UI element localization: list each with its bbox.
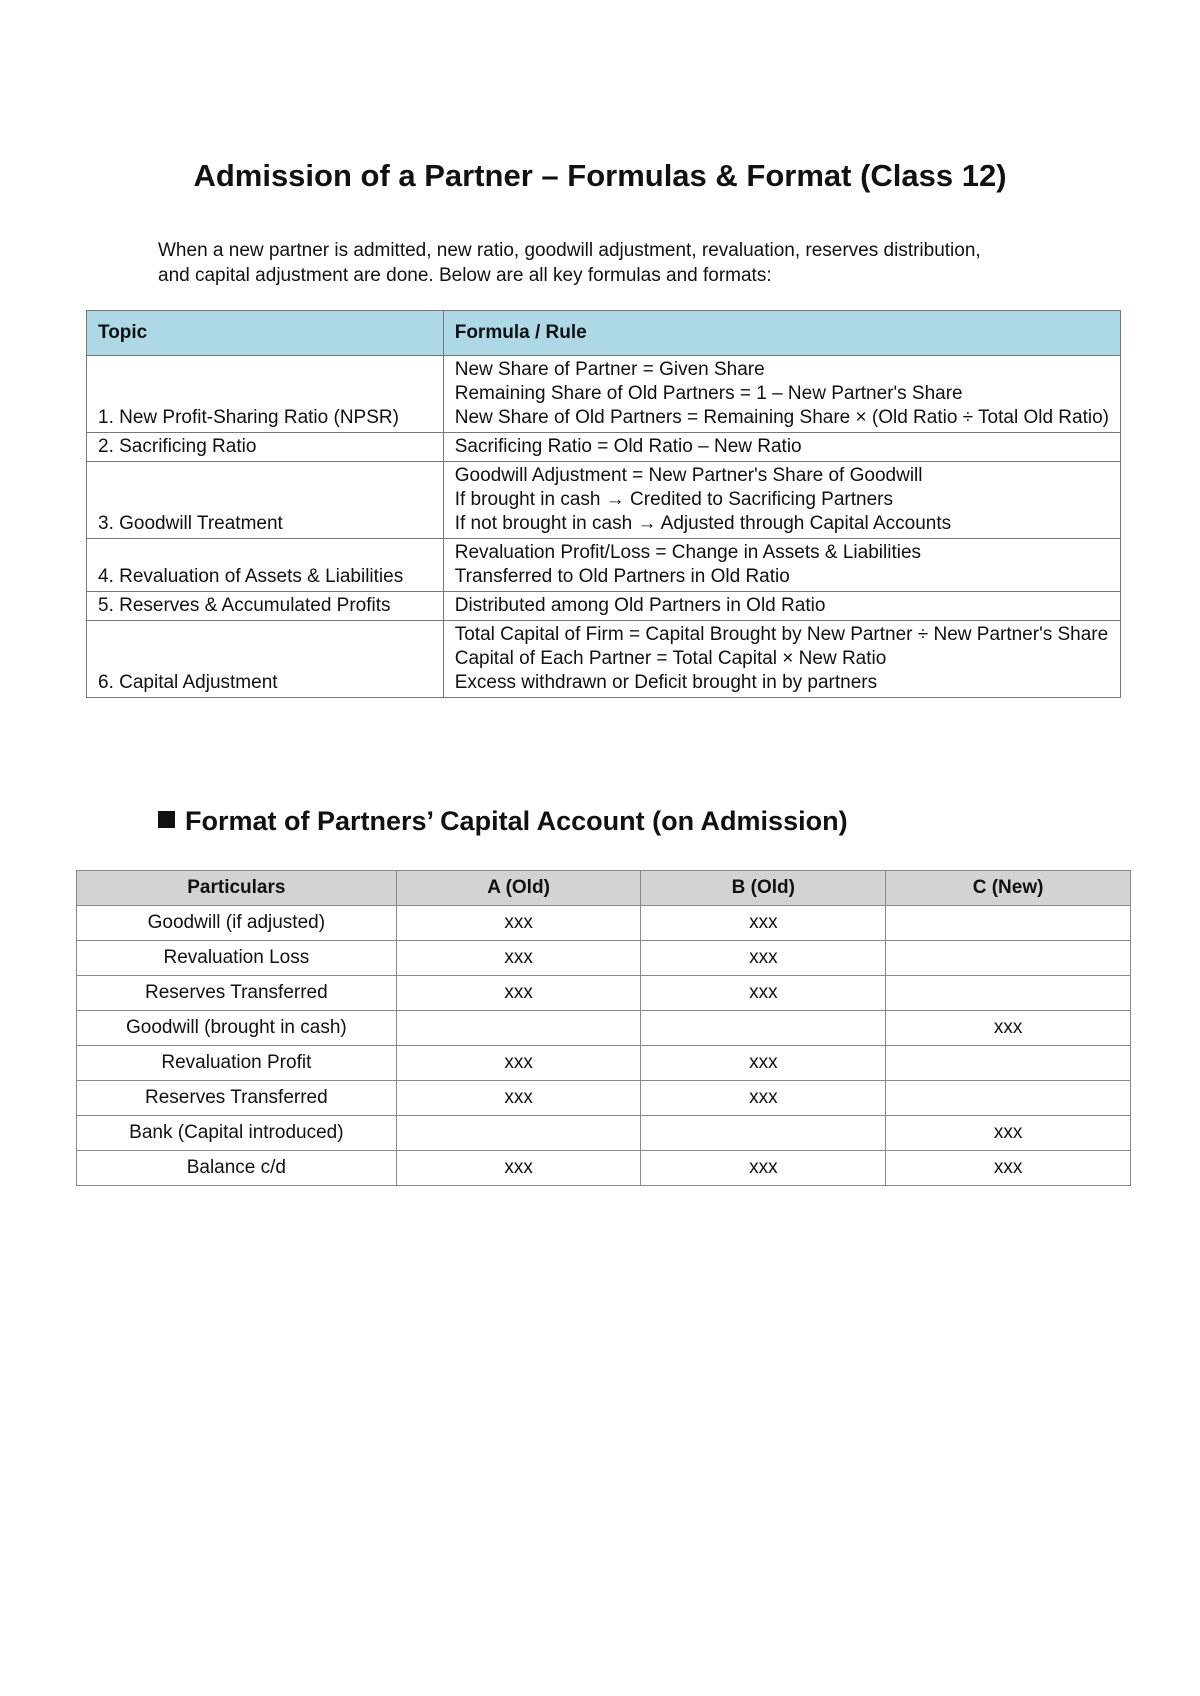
partner-a-cell — [396, 1011, 641, 1046]
partner-c-cell — [886, 976, 1131, 1011]
intro-line: and capital adjustment are done. Below are all key formulas and formats: — [158, 265, 772, 286]
formula-line: If brought in cash → Credited to Sacrificing Partners — [454, 489, 893, 510]
formula-line: If not brought in cash → Adjusted through Capital Accounts — [454, 513, 952, 534]
partner-b-cell: xxx — [641, 1046, 886, 1081]
column-header-topic: Topic — [87, 311, 444, 356]
formula-cell — [443, 433, 1120, 462]
topic-cell: 1. New Profit-Sharing Ratio (NPSR) — [87, 356, 444, 433]
particulars-cell: Goodwill (if adjusted) — [77, 906, 397, 941]
page-title: Admission of a Partner – Formulas & Format (Class 12) — [193, 158, 1007, 193]
particulars-cell: Goodwill (brought in cash) — [77, 1011, 397, 1046]
topic-cell: 3. Goodwill Treatment — [87, 462, 444, 539]
particulars-cell: Bank (Capital introduced) — [77, 1116, 397, 1151]
partner-c-cell: xxx — [886, 1116, 1131, 1151]
partner-b-cell: xxx — [641, 906, 886, 941]
table-row — [87, 539, 1121, 592]
partner-c-cell — [886, 1081, 1131, 1116]
particulars-cell: Reserves Transferred — [77, 976, 397, 1011]
partner-b-cell: xxx — [641, 1151, 886, 1186]
topic-cell: 5. Reserves & Accumulated Profits — [87, 592, 444, 621]
partner-a-cell: xxx — [396, 941, 641, 976]
partner-a-cell: xxx — [396, 906, 641, 941]
intro-paragraph — [158, 238, 1098, 288]
partner-c-cell: xxx — [886, 1151, 1131, 1186]
partner-a-cell: xxx — [396, 1151, 641, 1186]
section-heading-text: Format of Partners’ Capital Account (on Admission) — [185, 806, 848, 836]
partner-c-cell — [886, 906, 1131, 941]
table-row — [87, 433, 1121, 462]
topic-cell: 6. Capital Adjustment — [87, 621, 444, 698]
particulars-cell: Reserves Transferred — [77, 1081, 397, 1116]
table-row — [77, 1081, 1131, 1116]
partner-c-cell: xxx — [886, 1011, 1131, 1046]
formula-cell — [443, 539, 1120, 592]
formula-line: Goodwill Adjustment = New Partner's Share of Goodwill — [454, 465, 923, 486]
section-heading — [158, 806, 848, 837]
formula-line: Excess withdrawn or Deficit brought in by partners — [454, 672, 878, 693]
formula-line: Remaining Share of Old Partners = 1 – New Partner's Share — [454, 383, 963, 404]
particulars-cell: Revaluation Profit — [77, 1046, 397, 1081]
formula-cell — [443, 462, 1120, 539]
partner-b-cell — [641, 1116, 886, 1151]
table-row — [77, 1046, 1131, 1081]
formula-cell — [443, 592, 1120, 621]
formula-table — [86, 310, 1121, 698]
partner-b-cell — [641, 1011, 886, 1046]
table-row — [77, 906, 1131, 941]
formula-line: Sacrificing Ratio = Old Ratio – New Ratio — [454, 436, 802, 457]
intro-line: When a new partner is admitted, new ratio, goodwill adjustment, revaluation, reserves distribution, — [158, 240, 981, 261]
particulars-cell: Revaluation Loss — [77, 941, 397, 976]
table-row — [77, 941, 1131, 976]
formula-line: New Share of Old Partners = Remaining Share × (Old Ratio ÷ Total Old Ratio) — [454, 407, 1109, 428]
partner-c-cell — [886, 1046, 1131, 1081]
formula-line: Transferred to Old Partners in Old Ratio — [454, 566, 790, 587]
table-row — [77, 976, 1131, 1011]
partner-a-cell — [396, 1116, 641, 1151]
particulars-cell: Balance c/d — [77, 1151, 397, 1186]
table-row — [87, 621, 1121, 698]
table-row — [77, 1151, 1131, 1186]
partner-b-cell: xxx — [641, 976, 886, 1011]
capital-account-table — [76, 870, 1131, 1186]
formula-cell — [443, 356, 1120, 433]
partner-c-cell — [886, 941, 1131, 976]
topic-cell: 2. Sacrificing Ratio — [87, 433, 444, 462]
column-header-b-old: B (Old) — [641, 871, 886, 906]
column-header-formula: Formula / Rule — [443, 311, 1120, 356]
formula-table-header-row — [87, 311, 1121, 356]
table-row — [77, 1011, 1131, 1046]
formula-line: Total Capital of Firm = Capital Brought by New Partner ÷ New Partner's Share — [454, 624, 1109, 645]
table-row — [77, 1116, 1131, 1151]
formula-line: Distributed among Old Partners in Old Ratio — [454, 595, 826, 616]
square-bullet-icon — [158, 811, 175, 828]
table-row — [87, 592, 1121, 621]
formula-line: Capital of Each Partner = Total Capital × New Ratio — [454, 648, 887, 669]
partner-a-cell: xxx — [396, 1081, 641, 1116]
column-header-particulars: Particulars — [77, 871, 397, 906]
table-row — [87, 356, 1121, 433]
topic-cell: 4. Revaluation of Assets & Liabilities — [87, 539, 444, 592]
column-header-a-old: A (Old) — [396, 871, 641, 906]
capital-table-header-row — [77, 871, 1131, 906]
column-header-c-new: C (New) — [886, 871, 1131, 906]
formula-cell — [443, 621, 1120, 698]
partner-b-cell: xxx — [641, 941, 886, 976]
formula-line: Revaluation Profit/Loss = Change in Assets & Liabilities — [454, 542, 922, 563]
partner-a-cell: xxx — [396, 1046, 641, 1081]
formula-line: New Share of Partner = Given Share — [454, 359, 765, 380]
partner-b-cell: xxx — [641, 1081, 886, 1116]
partner-a-cell: xxx — [396, 976, 641, 1011]
table-row — [87, 462, 1121, 539]
